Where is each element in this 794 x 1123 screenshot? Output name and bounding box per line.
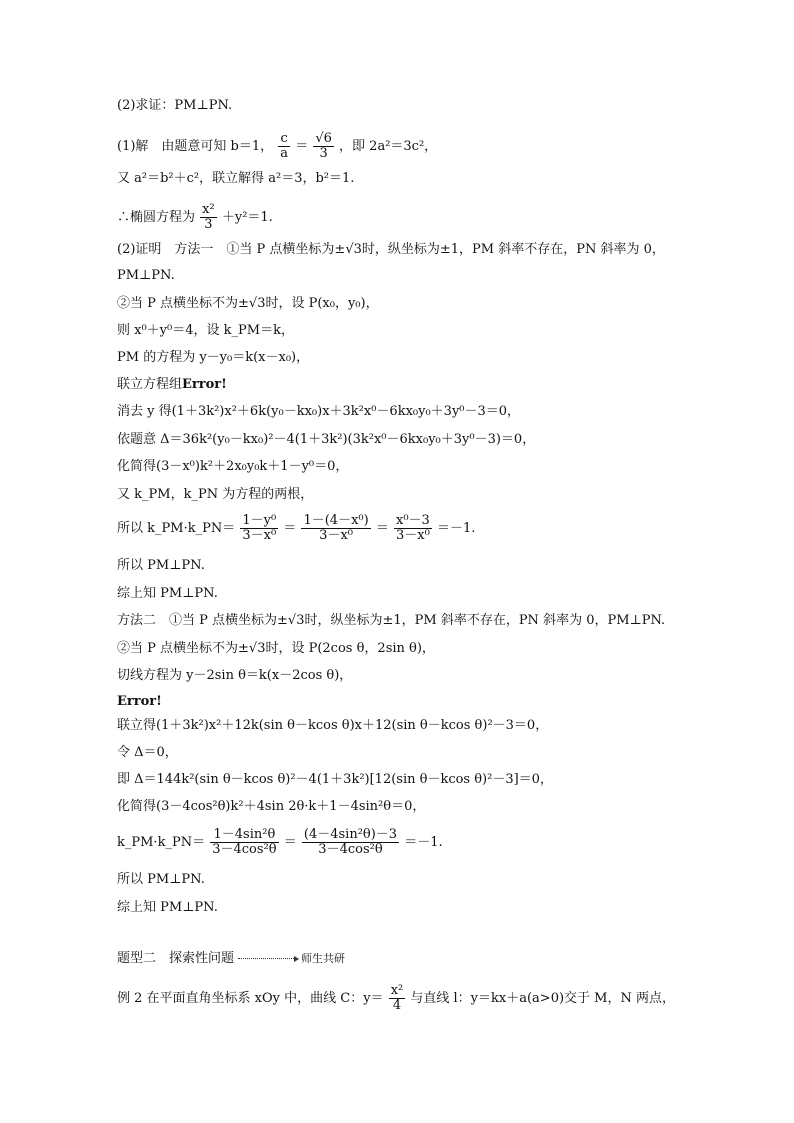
ellipse-equation-line <box>117 203 273 232</box>
text-line: 又 k_PM，k_PN 为方程的两根， <box>117 487 314 502</box>
error-text: Error! <box>182 377 227 392</box>
text-segment: 所以 k_PM·k_PN＝ <box>117 521 236 536</box>
section-heading <box>117 951 345 967</box>
fraction-denominator: a <box>280 146 289 161</box>
text-line: 联立得(1＋3k²)x²＋12k(sin θ－kcos θ)x＋12(sin θ－kcos θ)²－3＝0， <box>117 718 549 733</box>
fraction-denominator: 3－x⁰ <box>396 528 430 543</box>
text-line: (2)证明 方法一 ①当 P 点横坐标为±√3时，纵坐标为±1，PM 斜率不存在，PN 斜率为 0， <box>117 242 665 257</box>
fraction-numerator: 1－y⁰ <box>242 513 277 528</box>
fraction-denominator: 3－x⁰ <box>301 528 370 543</box>
fraction <box>240 514 278 543</box>
fraction-numerator: 1－4sin²θ <box>213 827 276 842</box>
fraction-denominator: 3 <box>313 146 334 161</box>
text-segment: k_PM·k_PN＝ <box>117 835 206 850</box>
fraction-denominator: 3－4cos²θ <box>212 842 277 857</box>
text-line: 又 a²＝b²＋c²，联立解得 a²＝3，b²＝1. <box>117 171 355 186</box>
fraction-x2-over-3 <box>200 203 217 232</box>
text-line: 化简得(3－x⁰)k²＋2x₀y₀k＋1－y⁰＝0， <box>117 459 349 474</box>
text-line: 综上知 PM⊥PN. <box>117 900 218 915</box>
fraction <box>301 514 370 543</box>
fraction-numerator: c <box>280 131 288 146</box>
fraction-denominator: 4 <box>389 998 406 1013</box>
text-line: 所以 PM⊥PN. <box>117 558 205 573</box>
text-line: 方法二 ①当 P 点横坐标为±√3时，纵坐标为±1，PM 斜率不存在，PN 斜率为 0，PM⊥PN. <box>117 613 666 628</box>
solution-part1-line <box>117 132 437 161</box>
text-line: 综上知 PM⊥PN. <box>117 586 218 601</box>
fraction-denominator: 3 <box>200 217 217 232</box>
text-line: 令 Δ＝0， <box>117 745 178 760</box>
text-line: (2)求证：PM⊥PN. <box>117 98 233 113</box>
fraction-numerator: (4－4sin²θ)－3 <box>303 827 398 842</box>
text-segment: (1)解 由题意可知 b＝1， <box>117 139 274 154</box>
fraction <box>210 828 278 857</box>
heading-tag: 师生共研 <box>301 952 346 965</box>
text-segment: ，即 2a²＝3c²， <box>339 139 438 154</box>
text-line: 消去 y 得(1＋3k²)x²＋6k(y₀－kx₀)x＋3k²x⁰－6kx₀y₀＋3y⁰－3＝0， <box>117 404 521 419</box>
text-line: PM⊥PN. <box>117 268 175 283</box>
text-segment: 例 2 在平面直角坐标系 xOy 中，曲线 C：y＝ <box>117 991 384 1006</box>
fraction-denominator: 3－4cos²θ <box>302 842 399 857</box>
text-line: 所以 PM⊥PN. <box>117 872 205 887</box>
text-segment: ∴椭圆方程为 <box>117 210 196 225</box>
fraction-sqrt6-over-3 <box>313 132 334 161</box>
text-line: 则 x⁰＋y⁰＝4，设 k_PM＝k， <box>117 323 294 338</box>
fraction-numerator: x² <box>390 983 404 998</box>
fraction-numerator: 1－(4－x⁰) <box>303 513 369 528</box>
text-line: 依题意 Δ＝36k²(y₀－kx₀)²－4(1＋3k²)(3k²x⁰－6kx₀y₀＋3y⁰－3)＝0， <box>117 432 536 447</box>
fraction-denominator: 3－x⁰ <box>242 528 277 543</box>
example-line <box>117 984 675 1013</box>
text-line: 化简得(3－4cos²θ)k²＋4sin 2θ·k＋1－4sin²θ＝0， <box>117 799 426 814</box>
text-line: PM 的方程为 y－y₀＝k(x－x₀)， <box>117 350 310 365</box>
text-line: 切线方程为 y－2sin θ＝k(x－2cos θ)， <box>117 668 353 683</box>
text-segment: 与直线 l：y＝kx＋a(a>0)交于 M，N 两点， <box>410 991 675 1006</box>
text-segment: 联立方程组 <box>117 377 183 392</box>
slope-product-line <box>117 514 475 543</box>
fraction-numerator: √6 <box>315 131 332 146</box>
fraction <box>394 514 432 543</box>
text-segment: ＝ <box>375 521 389 536</box>
fraction-numerator: x⁰－3 <box>396 513 430 528</box>
fraction-c-over-a <box>278 132 290 161</box>
text-segment: ＝ <box>283 835 297 850</box>
fraction <box>302 828 399 857</box>
text-line: ②当 P 点横坐标不为±√3时，设 P(x₀，y₀)， <box>117 296 379 311</box>
text-line <box>117 377 227 393</box>
fraction-x2-over-4 <box>389 984 406 1013</box>
text-line: 即 Δ＝144k²(sin θ－kcos θ)²－4(1＋3k²)[12(sin θ－kcos θ)²－3]＝0， <box>117 772 553 787</box>
arrow-icon <box>294 956 299 962</box>
dotted-leader <box>238 958 294 959</box>
fraction-numerator: x² <box>202 202 215 217</box>
slope-product-line <box>117 828 443 857</box>
text-segment: ＝ <box>283 521 297 536</box>
text-segment: ＝－1. <box>436 521 476 536</box>
heading-title: 题型二 探索性问题 <box>117 951 235 966</box>
error-text: Error! <box>117 694 162 709</box>
text-segment: ＝－1. <box>404 835 443 850</box>
text-segment: ＋y²＝1. <box>221 210 273 225</box>
text-segment: ＝ <box>295 139 309 154</box>
text-line: ②当 P 点横坐标不为±√3时，设 P(2cos θ，2sin θ)， <box>117 641 435 656</box>
